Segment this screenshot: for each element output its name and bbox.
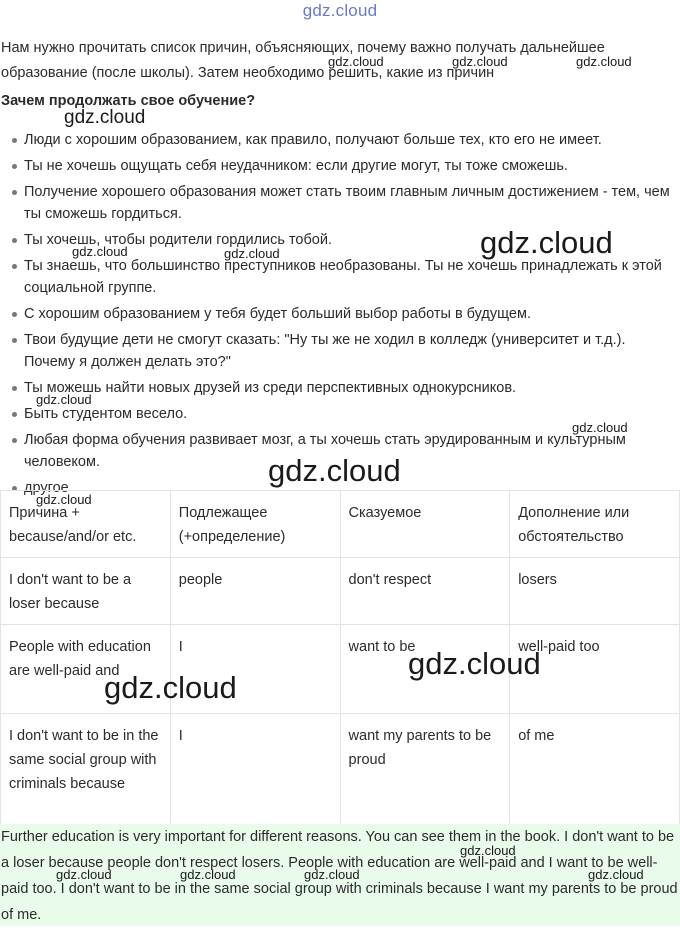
list-item: Ты хочешь, чтобы родители гордились тобой. (0, 229, 678, 251)
list-item: другое (0, 477, 678, 499)
list-item: Любая форма обучения развивает мозг, а ты хочешь стать эрудированным и культурным человеком. (0, 429, 678, 473)
sentence-table (0, 490, 680, 827)
watermark: gdz.cloud (304, 867, 360, 882)
watermark: gdz.cloud (572, 420, 628, 435)
list-item: Ты не хочешь ощущать себя неудачником: если другие могут, ты тоже сможешь. (0, 155, 678, 177)
list-item: С хорошим образованием у тебя будет больший выбор работы в будущем. (0, 303, 678, 325)
site-logo[interactable]: gdz.cloud (302, 1, 378, 20)
list-item: Люди с хорошим образованием, как правило, получают больше тех, кто его не имеет. (0, 129, 678, 151)
watermark: gdz.cloud (36, 492, 92, 507)
table-cell: I (170, 714, 340, 827)
table-cell: want my parents to be proud (340, 714, 510, 827)
table-cell: want to be (340, 625, 510, 714)
list-item: Твои будущие дети не смогут сказать: "Ну ты же не ходил в колледж (университет и т.д.). Почему я должен делать это?" (0, 329, 678, 373)
table-cell: I don't want to be in the same social group with criminals because (1, 714, 171, 827)
answer-text: Further education is very important for different reasons. You can see them in the book. I don't want to be a loser because people don't respect losers. People with education are well-paid and I want to be well-paid too. I don't want to be in the same social group with criminals because I want my parents to be proud of me. (0, 824, 680, 926)
table-row (1, 558, 680, 625)
watermark: gdz.cloud (64, 107, 146, 128)
column-header: Причина + because/and/or etc. (1, 491, 171, 558)
table-cell: of me (510, 714, 680, 827)
table-cell: People with education are well-paid and (1, 625, 171, 714)
table-cell: people (170, 558, 340, 625)
watermark: gdz.cloud (104, 670, 237, 705)
column-header: Сказуемое (340, 491, 510, 558)
watermark: gdz.cloud (452, 54, 508, 69)
list-item: Получение хорошего образования может стать твоим главным личным достижением - тем, чем ты сможешь гордиться. (0, 181, 678, 225)
list-item: Ты можешь найти новых друзей из среди перспективных однокурсников. (0, 377, 678, 399)
watermark: gdz.cloud (268, 453, 401, 488)
watermark: gdz.cloud (224, 246, 280, 261)
table-cell: I (170, 625, 340, 714)
list-item: Ты знаешь, что большинство преступников необразованы. Ты не хочешь принадлежать к этой социальной группе. (0, 255, 678, 299)
watermark: gdz.cloud (408, 646, 541, 681)
table-cell: I don't want to be a loser because (1, 558, 171, 625)
table-row (1, 625, 680, 714)
column-header: Подлежащее (+определение) (170, 491, 340, 558)
table-header-row (1, 491, 680, 558)
watermark: gdz.cloud (180, 867, 236, 882)
column-header: Дополнение или обстоятельство (510, 491, 680, 558)
watermark: gdz.cloud (36, 392, 92, 407)
table-cell: don't respect (340, 558, 510, 625)
table-cell: well-paid too (510, 625, 680, 714)
watermark: gdz.cloud (460, 843, 516, 858)
watermark: gdz.cloud (328, 54, 384, 69)
question-heading: Зачем продолжать свое обучение? (1, 93, 256, 109)
intro-text: Нам нужно прочитать список причин, объясняющих, почему важно получать дальнейшее образование (после школы). Затем необходимо решить, какие из причин (1, 40, 605, 81)
watermark: gdz.cloud (56, 867, 112, 882)
reasons-list (0, 129, 678, 503)
table-cell: losers (510, 558, 680, 625)
watermark: gdz.cloud (576, 54, 632, 69)
list-item: Быть студентом весело. (0, 403, 678, 425)
watermark: gdz.cloud (72, 244, 128, 259)
watermark: gdz.cloud (480, 225, 613, 260)
table-row (1, 714, 680, 827)
watermark: gdz.cloud (588, 867, 644, 882)
